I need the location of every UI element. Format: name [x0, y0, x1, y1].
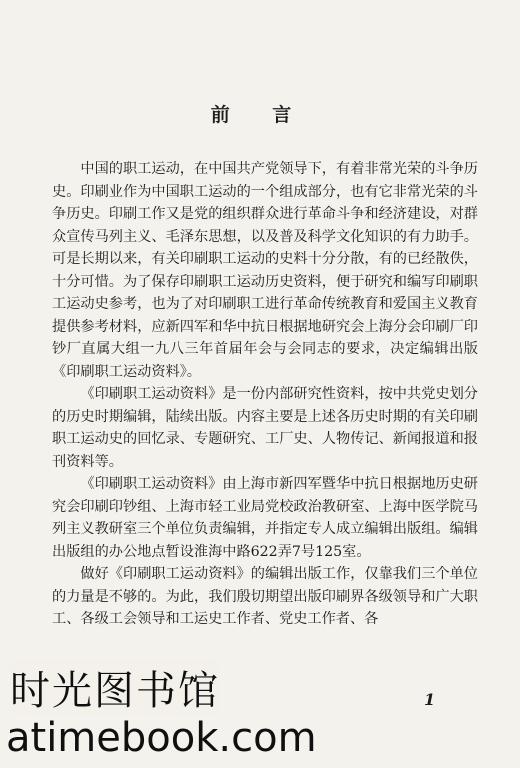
- paragraph-4: 做好《印刷职工运动资料》的编辑出版工作，仅靠我们三个单位的力量是不够的。为此，我们殷切期望出版印刷界各级领导和广大职工、各级工会领导和工运史工作者、党史工作者、各: [52, 566, 478, 627]
- paragraph-1: 中国的职工运动，在中国共产党领导下，有着非常光荣的斗争历史。印刷业作为中国职工运动的一个组成部分，也有它非常光荣的斗争历史。印刷工作又是党的组织群众进行革命斗争和经济建设，对群众宣传马列主义、毛泽东思想，以及普及科学文化知识的有力助手。可是长期以来，有关印刷职工运动的史料十分分散，有的已经散佚，十分可惜。为了保存印刷职工运动历史资料，便于研究和编写印刷职工运动史参考，也为了对印刷职工进行革命传统教育和爱国主义教育提供参考材料，应新四军和华中抗日根据地研究会上海分会印刷厂印钞厂直属大组一九八三年首届年会与会同志的要求，决定编辑出版《印刷职工运动资料》。: [52, 161, 478, 380]
- page-title: 前 言: [210, 104, 310, 126]
- paragraph-2: 《印刷职工运动资料》是一份内部研究性资料，按中共党史划分的历史时期编辑，陆续出版。内容主要是上述各历史时期的有关印刷职工运动史的回忆录、专题研究、工厂史、人物传记、新闻报道和报刊资料等。: [52, 386, 478, 470]
- body-text: [52, 158, 478, 631]
- watermark-chinese: 时光图书馆: [10, 659, 220, 716]
- paragraph-3: 《印刷职工运动资料》由上海市新四军暨华中抗日根据地历史研究会印刷印钞组、上海市轻工业局党校政治教研室、上海中医学院马列主义教研室三个单位负责编辑，并指定专人成立编辑出版组。编辑出版组的办公地点暂设淮海中路622弄7号125室。: [52, 476, 478, 560]
- watermark-url: atimebook.com: [6, 715, 317, 761]
- page-number: 1: [424, 690, 436, 709]
